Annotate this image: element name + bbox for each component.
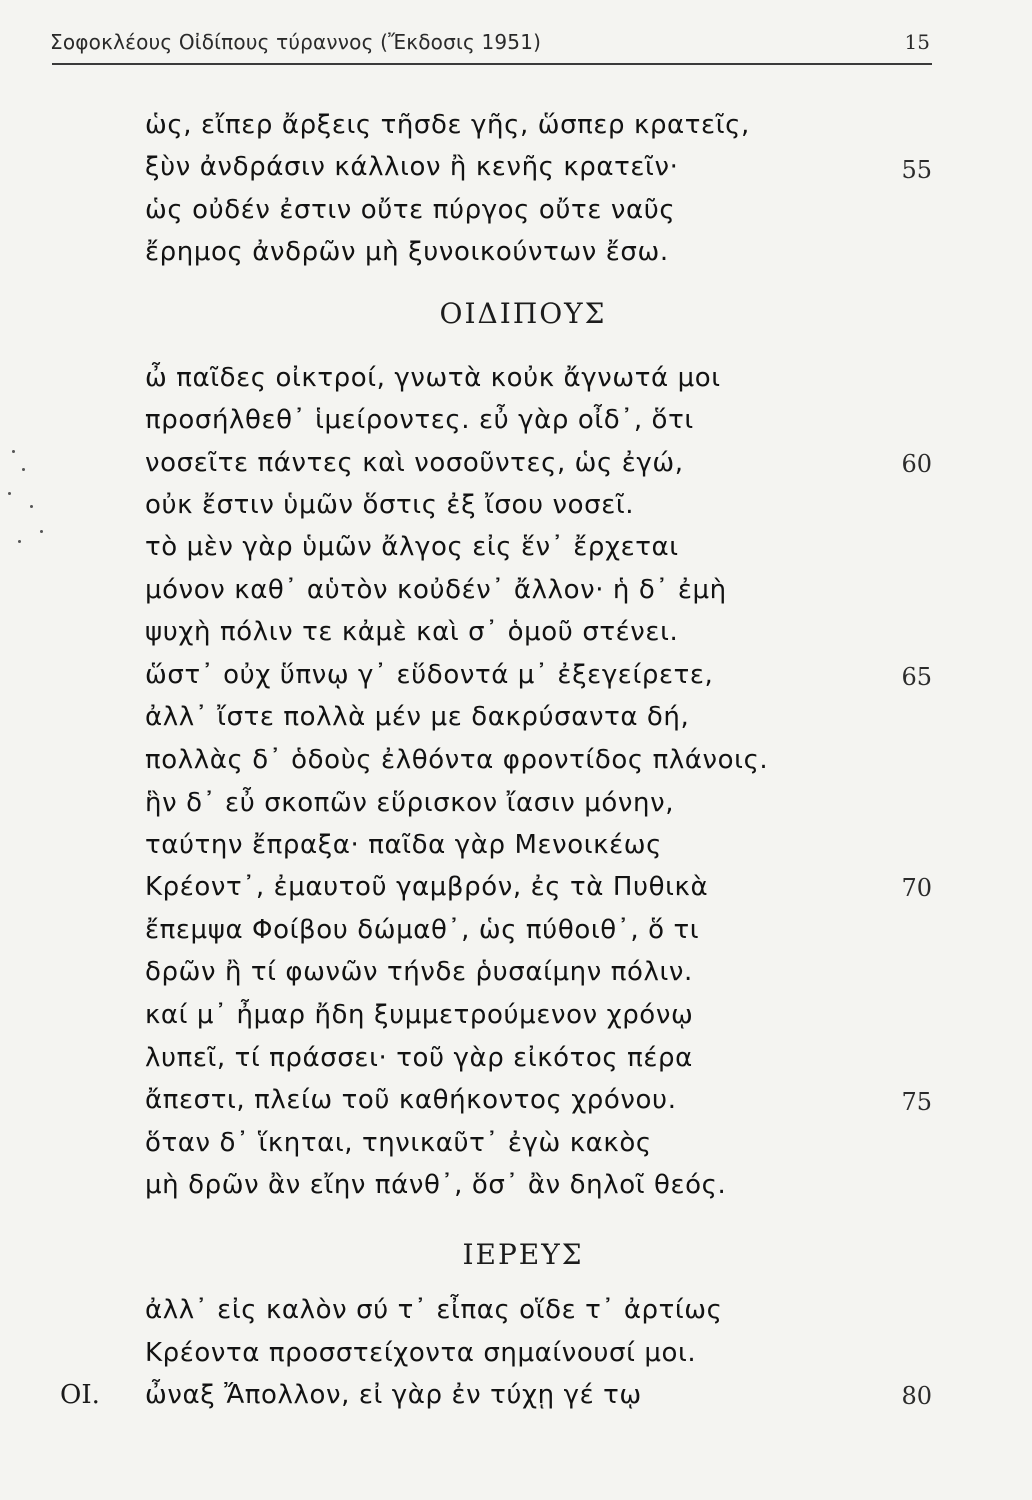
- line-number: 65: [901, 663, 932, 691]
- verse-line: οὐκ ἔστιν ὑμῶν ὅστις ἐξ ἴσου νοσεῖ.: [145, 490, 635, 520]
- verse-line: τὸ μὲν γὰρ ὑμῶν ἄλγος εἰς ἕν᾽ ἔρχεται: [145, 532, 679, 562]
- verse-line: μὴ δρῶν ἂν εἴην πάνθ᾽, ὅσ᾽ ἂν δηλοῖ θεός.: [145, 1170, 727, 1200]
- header-title: Σοφοκλέους Οἰδίπους τύραννος (Ἔκδοσις 1951): [50, 30, 542, 54]
- verse-line: προσήλθεθ᾽ ἱμείροντες. εὖ γὰρ οἶδ᾽, ὅτι: [145, 405, 694, 435]
- verse-line: Κρέοντα προσστείχοντα σημαίνουσί μοι.: [145, 1338, 697, 1368]
- verse-line: Κρέοντ᾽, ἐμαυτοῦ γαμβρόν, ἐς τὰ Πυθικὰ: [145, 872, 709, 902]
- line-number: 80: [901, 1382, 932, 1410]
- line-number: 70: [901, 874, 932, 902]
- scan-speck: [22, 468, 25, 471]
- speaker-heading-priest: ΙΕΡΕΥΣ: [462, 1238, 584, 1271]
- verse-line: ἄπεστι, πλείω τοῦ καθήκοντος χρόνου.: [145, 1085, 677, 1115]
- verse-line: καί μ᾽ ἦμαρ ἤδη ξυμμετρούμενον χρόνῳ: [145, 1000, 694, 1030]
- verse-line: ὡς, εἴπερ ἄρξεις τῆσδε γῆς, ὥσπερ κρατεῖς,: [145, 110, 750, 140]
- running-header: [50, 28, 932, 62]
- speaker-heading-oedipus: ΟΙΔΙΠΟΥΣ: [439, 297, 607, 330]
- line-number: 60: [901, 450, 932, 478]
- verse-line: μόνον καθ᾽ αὑτὸν κοὐδέν᾽ ἄλλον· ἡ δ᾽ ἐμὴ: [145, 575, 727, 605]
- page-number: 15: [904, 30, 930, 54]
- scan-speck: [30, 505, 33, 508]
- verse-line: ξὺν ἀνδράσιν κάλλιον ἢ κενῆς κρατεῖν·: [145, 152, 679, 182]
- line-number: 75: [901, 1088, 932, 1116]
- verse-line: ἣν δ᾽ εὖ σκοπῶν εὕρισκον ἴασιν μόνην,: [145, 788, 675, 818]
- verse-line: νοσεῖτε πάντες καὶ νοσοῦντες, ὡς ἐγώ,: [145, 448, 684, 478]
- scan-speck: [40, 530, 43, 533]
- scan-speck: [8, 492, 11, 495]
- verse-line: ἔπεμψα Φοίβου δώμαθ᾽, ὡς πύθοιθ᾽, ὅ τι: [145, 915, 700, 945]
- verse-line: ὅταν δ᾽ ἵκηται, τηνικαῦτ᾽ ἐγὼ κακὸς: [145, 1128, 652, 1158]
- header-rule: [52, 63, 932, 65]
- scan-speck: [18, 540, 21, 543]
- verse-line: ἔρημος ἀνδρῶν μὴ ξυνοικούντων ἔσω.: [145, 237, 669, 267]
- verse-line: ἀλλ᾽ ἴστε πολλὰ μέν με δακρύσαντα δή,: [145, 702, 690, 732]
- line-number: 55: [901, 156, 932, 184]
- scan-speck: [12, 450, 15, 453]
- speaker-abbreviation: ΟΙ.: [60, 1380, 100, 1410]
- verse-line: ταύτην ἔπραξα· παῖδα γὰρ Μενοικέως: [145, 830, 662, 860]
- verse-line: πολλὰς δ᾽ ὁδοὺς ἐλθόντα φροντίδος πλάνοις.: [145, 745, 769, 775]
- verse-line: δρῶν ἢ τί φωνῶν τήνδε ῥυσαίμην πόλιν.: [145, 957, 693, 987]
- verse-line: λυπεῖ, τί πράσσει· τοῦ γὰρ εἰκότος πέρα: [145, 1043, 693, 1073]
- verse-line: ὡς οὐδέν ἐστιν οὔτε πύργος οὔτε ναῦς: [145, 195, 676, 225]
- verse-line: ψυχὴ πόλιν τε κἀμὲ καὶ σ᾽ ὁμοῦ στένει.: [145, 617, 679, 647]
- verse-line: ὦ παῖδες οἰκτροί, γνωτὰ κοὐκ ἄγνωτά μοι: [145, 363, 721, 393]
- verse-line: ὥστ᾽ οὐχ ὕπνῳ γ᾽ εὕδοντά μ᾽ ἐξεγείρετε,: [145, 660, 714, 690]
- verse-line: ὦναξ Ἄπολλον, εἰ γὰρ ἐν τύχῃ γέ τῳ: [145, 1380, 642, 1410]
- verse-line: ἀλλ᾽ εἰς καλὸν σύ τ᾽ εἶπας οἵδε τ᾽ ἀρτίως: [145, 1295, 723, 1325]
